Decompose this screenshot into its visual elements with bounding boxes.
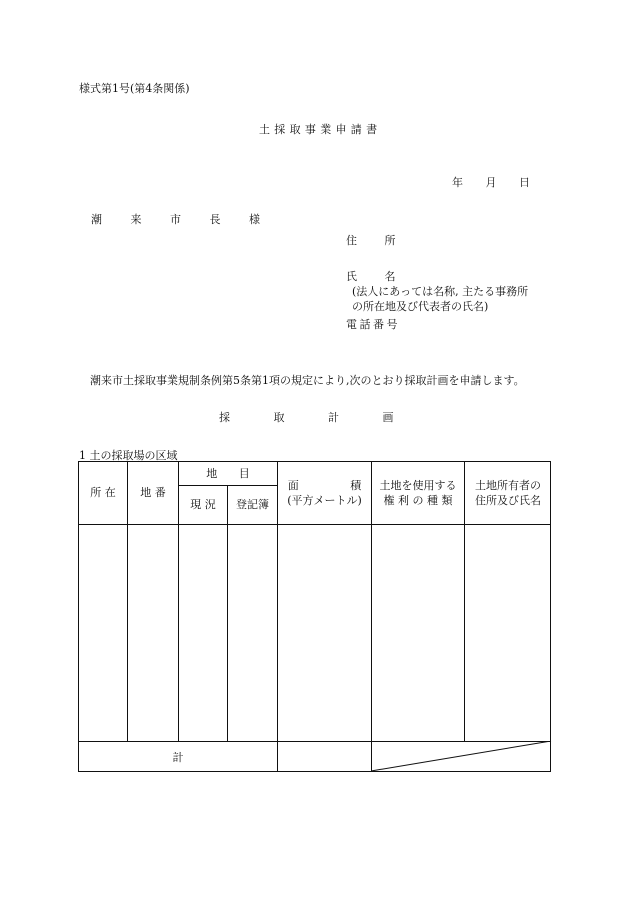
header-area-line1: 面 積	[287, 479, 362, 492]
applicant-name-note-line1: (法人にあっては名称, 主たる事務所	[352, 285, 529, 298]
header-owner-line1: 土地所有者の	[475, 479, 541, 492]
date-line: 年 月 日	[452, 176, 530, 189]
applicant-address-label: 住 所	[346, 234, 396, 247]
header-current-status: 現 況	[190, 498, 216, 511]
applicant-name-note	[352, 284, 528, 314]
form-number: 様式第1号(第4条関係)	[79, 82, 190, 95]
collection-area-table	[78, 461, 551, 772]
table-divider	[178, 485, 278, 486]
table-divider	[79, 524, 551, 525]
table-divider	[127, 462, 128, 742]
header-owner	[465, 478, 551, 508]
total-label: 計	[172, 751, 184, 764]
header-lot-number: 地 番	[140, 486, 166, 499]
applicant-name-label: 氏 名	[346, 270, 396, 283]
header-land-right-line1: 土地を使用する	[379, 479, 457, 492]
addressee: 潮 来 市 長 様	[91, 213, 270, 226]
table-divider	[277, 462, 278, 772]
table-divider	[371, 462, 372, 772]
applicant-name-note-line2: の所在地及び代表者の氏名)	[352, 300, 489, 313]
diagonal-line	[371, 741, 551, 771]
plan-heading: 採 取 計 画	[219, 411, 394, 424]
header-area	[278, 478, 371, 508]
header-land-category: 地 目	[206, 467, 250, 480]
document-title: 土採取事業申請書	[259, 123, 382, 136]
diagonal-strike	[371, 741, 552, 772]
applicant-phone-label: 電話番号	[346, 318, 400, 331]
header-land-right-line2: 権 利 の 種 類	[383, 494, 453, 507]
application-statement: 潮来市土採取事業規制条例第5条第1項の規定により,次のとおり採取計画を申請します。	[90, 374, 525, 387]
header-registry: 登記簿	[236, 498, 269, 511]
header-location: 所 在	[90, 486, 116, 499]
header-area-line2: (平方メートル)	[287, 494, 362, 507]
section-heading: 1 土の採取場の区域	[79, 449, 178, 462]
header-owner-line2: 住所及び氏名	[475, 494, 541, 507]
header-land-right	[372, 478, 464, 508]
